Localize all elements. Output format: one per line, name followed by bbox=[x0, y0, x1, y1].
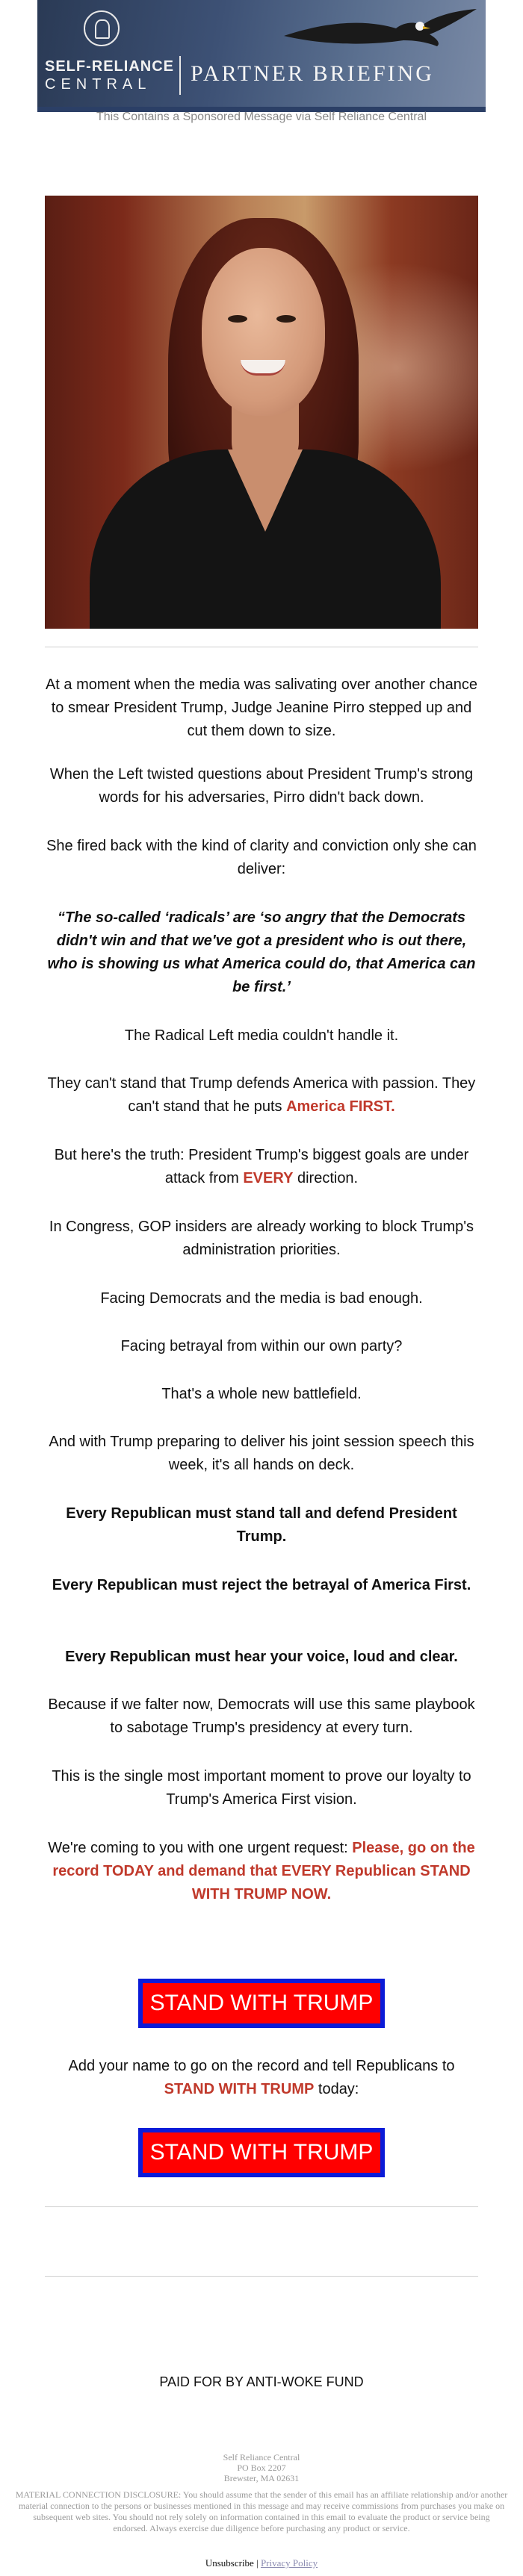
bold-statement-2: Every Republican must reject the betrayal of America First. bbox=[52, 1577, 471, 1593]
paragraph-5-text: They can't stand that Trump defends America with passion. They can't stand that he puts bbox=[47, 1075, 476, 1115]
paragraph-7: In Congress, GOP insiders are already working to block Trump's administration priorities. bbox=[49, 1219, 474, 1258]
material-disclosure: MATERIAL CONNECTION DISCLOSURE: You should assume that the sender of this email has an affiliate relationship and/or another material connection to the persons or businesses mentioned in this message and may receive commissions from purchases you make on subsequent web sites. You should not rely solely on information contained in this email to evaluate the product or service being endorsed. Always exercise due diligence before purchasing any product or service. bbox=[15, 2489, 508, 2533]
paragraph-6 bbox=[45, 1144, 478, 1190]
sponsor-note: This Contains a Sponsored Message via Self Reliance Central bbox=[96, 111, 427, 123]
bold-statement-1: Every Republican must stand tall and defend President Trump. bbox=[66, 1505, 457, 1545]
paragraph-9: Facing betrayal from within our own party? bbox=[120, 1338, 403, 1354]
photo-eye-left bbox=[228, 315, 247, 323]
brand-name-line1: SELF-RELIANCE bbox=[45, 58, 174, 75]
paragraph-14-text: We're coming to you with one urgent request: bbox=[48, 1840, 353, 1856]
paragraph-6-text-a: But here's the truth: President Trump's biggest goals are under attack from bbox=[54, 1147, 469, 1186]
address-line-3: Brewster, MA 02631 bbox=[223, 2473, 300, 2483]
every-highlight: EVERY bbox=[243, 1170, 294, 1186]
address-line-1: Self Reliance Central bbox=[223, 2452, 300, 2463]
footer-separator: | bbox=[253, 2557, 261, 2569]
banner-divider bbox=[179, 56, 181, 95]
footer-links bbox=[0, 2557, 523, 2569]
stand-with-trump-link[interactable]: STAND WITH TRUMP bbox=[164, 2081, 315, 2097]
pirro-quote: “The so-called ‘radicals’ are ‘so angry that the Democrats didn't win and that we've got a president who is out there, who is showing us what America could do, that America can be first.’ bbox=[47, 909, 476, 995]
header-banner[interactable] bbox=[37, 0, 486, 112]
paragraph-8: Facing Democrats and the media is bad enough. bbox=[100, 1290, 423, 1307]
unsubscribe-link[interactable]: Unsubscribe bbox=[205, 2557, 254, 2569]
hero-photo bbox=[45, 196, 478, 629]
paragraph-13: This is the single most important moment to prove our loyalty to Trump's America First vision. bbox=[52, 1768, 471, 1808]
paragraph-12: Because if we falter now, Democrats will use this same playbook to sabotage Trump's presidency at every turn. bbox=[48, 1696, 475, 1736]
paragraph-4: The Radical Left media couldn't handle it. bbox=[124, 1027, 399, 1044]
urgent-request-link[interactable]: Please, go on the record TODAY and demand that EVERY Republican STAND WITH TRUMP NOW. bbox=[52, 1840, 475, 1903]
paragraph-15-tail: today: bbox=[314, 2081, 359, 2097]
paragraph-15-text: Add your name to go on the record and tell Republicans to bbox=[68, 2058, 455, 2074]
paragraph-5 bbox=[45, 1072, 478, 1119]
paragraph-1: At a moment when the media was salivating over another chance to smear President Trump, Judge Jeanine Pirro stepped up and cut them down to size. bbox=[45, 676, 478, 739]
brand-name-line2: CENTRAL bbox=[45, 76, 152, 93]
paragraph-2: When the Left twisted questions about President Trump's strong words for his adversaries, Pirro didn't back down. bbox=[49, 766, 474, 806]
partner-briefing-title: PARTNER BRIEFING bbox=[191, 61, 434, 86]
eagle-icon bbox=[284, 6, 478, 58]
paragraph-3: She fired back with the kind of clarity and conviction only she can deliver: bbox=[46, 838, 477, 877]
privacy-policy-link[interactable]: Privacy Policy bbox=[260, 2557, 318, 2569]
photo-face bbox=[202, 248, 325, 416]
photo-eye-right bbox=[276, 315, 296, 323]
divider-middle bbox=[45, 2206, 478, 2207]
paragraph-6-text-c: direction. bbox=[293, 1170, 359, 1186]
divider-bottom bbox=[45, 2276, 478, 2277]
address-line-2: PO Box 2207 bbox=[237, 2463, 286, 2473]
photo-neckline bbox=[228, 449, 303, 532]
paragraph-14 bbox=[45, 1837, 478, 1906]
america-first-highlight: America FIRST. bbox=[286, 1098, 395, 1115]
paragraph-11: And with Trump preparing to deliver his joint session speech this week, it's all hands on deck. bbox=[49, 1434, 474, 1473]
seal-logo bbox=[84, 10, 120, 46]
bold-statement-3: Every Republican must hear your voice, loud and clear. bbox=[65, 1649, 458, 1665]
stand-with-trump-button[interactable]: STAND WITH TRUMP bbox=[138, 1979, 385, 2028]
paid-for-by: PAID FOR BY ANTI-WOKE FUND bbox=[159, 2374, 364, 2389]
stand-with-trump-button-2[interactable]: STAND WITH TRUMP bbox=[138, 2128, 385, 2177]
paragraph-10: That's a whole new battlefield. bbox=[161, 1386, 362, 1402]
paragraph-15 bbox=[45, 2055, 478, 2101]
